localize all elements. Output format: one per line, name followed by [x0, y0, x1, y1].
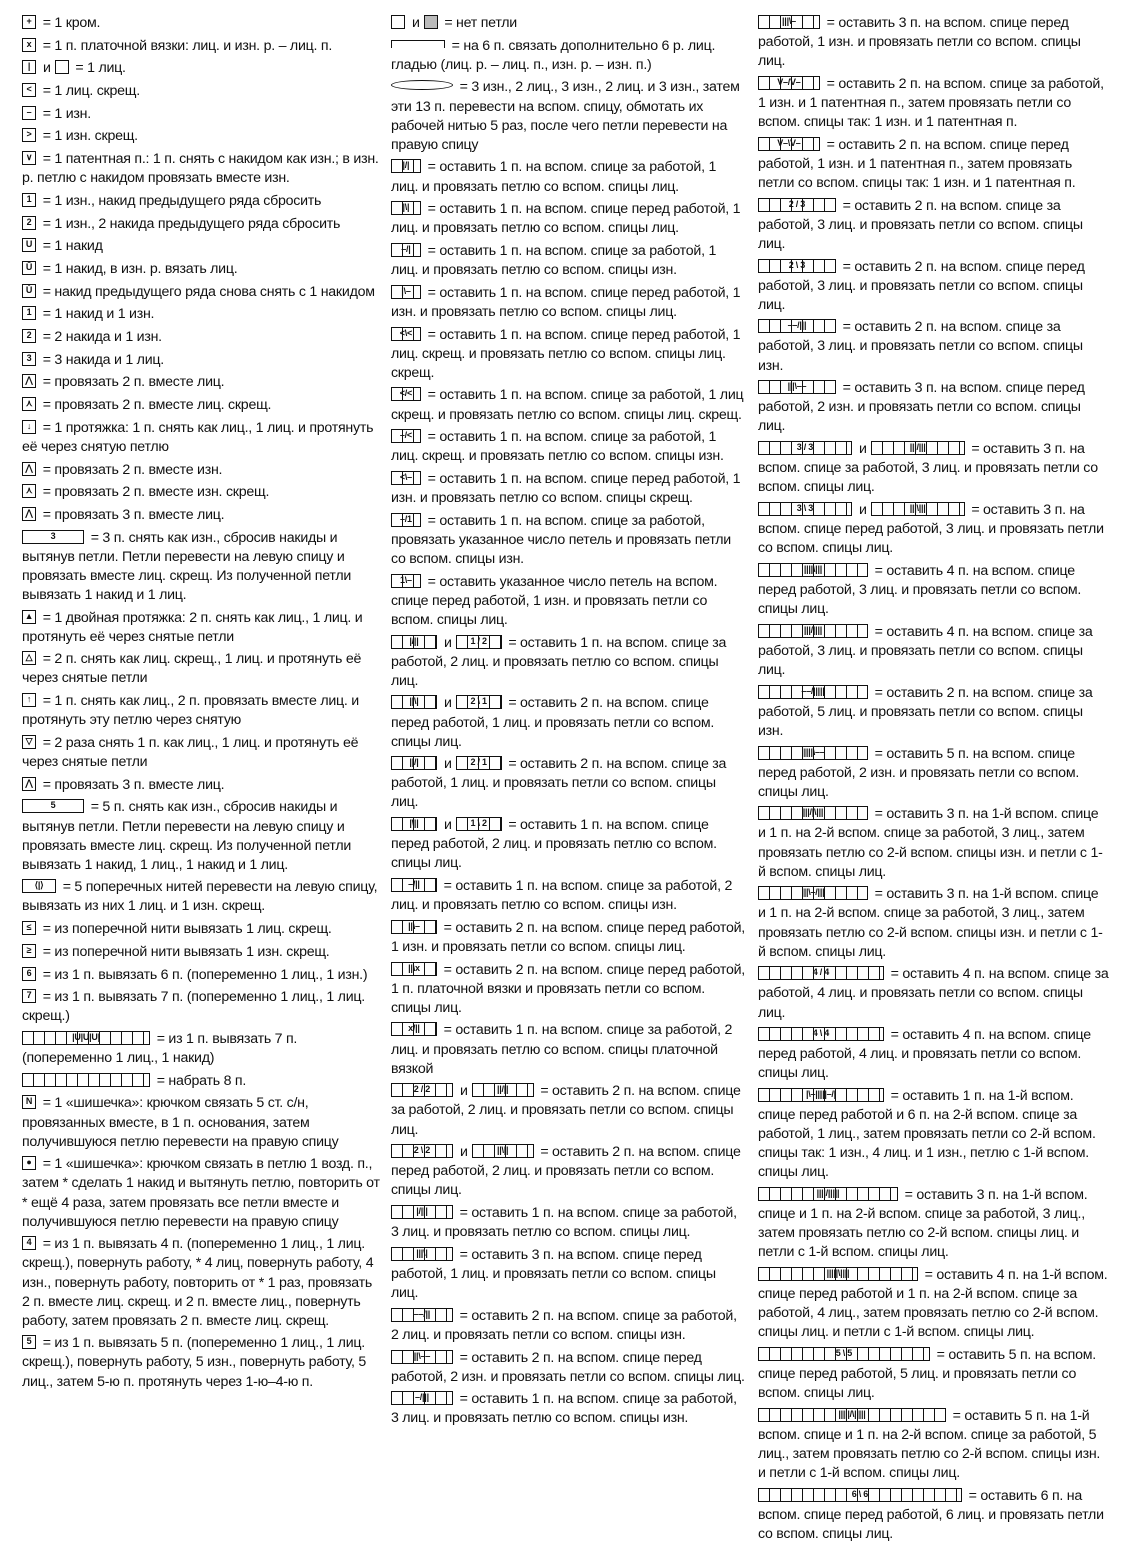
cable-symbol-icon: ||\x — [391, 962, 437, 976]
legend-text: = 1 п. платочной вязки: лиц. и изн. р. – лиц. п. — [39, 37, 333, 54]
legend-entry — [758, 965, 1109, 1022]
cable-symbol-icon: 2 \ 3 — [758, 259, 836, 273]
legend-entry — [391, 573, 746, 630]
legend-text: = 1 изн. скрещ. — [39, 128, 138, 145]
legend-text: = оставить 2 п. на вспом. спице за работой, 1 лиц. и провязать петли со вспом. спицы лиц. — [390, 756, 727, 811]
legend-entry — [391, 1204, 746, 1242]
legend-text: = оставить указанное число петель на вспом. спице перед работой, 1 изн. и провязать петли со вспом. спицы лиц. — [390, 573, 718, 628]
cable-symbol-icon: ||\| — [391, 695, 437, 709]
legend-text: = 1 патентная п.: 1 п. снять с накидом как изн.; в изн. р. петлю с накидом провязать вместе изн. — [22, 151, 379, 187]
legend-entry — [391, 634, 746, 691]
legend-entry — [758, 684, 1109, 741]
legend-text: = оставить 1 п. на вспом. спице за работой, 1 лиц. и провязать петлю со вспом. спицы лиц. — [390, 159, 717, 195]
legend-text: = оставить 3 п. на вспом. спице перед работой, 1 лиц. и провязать петли со вспом. спицы лиц. — [390, 1246, 716, 1302]
legend-text: = провязать 2 п. вместе лиц. — [39, 374, 225, 391]
legend-entry — [391, 1143, 746, 1200]
legend-text: = 3 накида и 1 лиц. — [39, 351, 164, 368]
legend-text: = из 1 п. вывязать 5 п. (попеременно 1 лиц., 1 лиц. скрещ.), повернуть работу, 5 изн., повернуть работу, 5 лиц., затем 5-ю п. протянуть через 1-ю–4-ю п. — [22, 1335, 366, 1390]
legend-entry — [22, 1334, 381, 1391]
cable-symbol-icon: 2 / 1 — [456, 756, 502, 770]
legend-entry — [391, 14, 746, 33]
legend-text: = 1 лиц. — [71, 60, 126, 77]
legend-text: = 1 двойная протяжка: 2 п. снять как лиц., 1 лиц. и протянуть её через снятые петли — [22, 609, 363, 645]
legend-text: = 1 кром. — [39, 15, 101, 31]
legend-entry — [22, 283, 381, 302]
legend-entry — [391, 1349, 746, 1387]
legend-entry — [391, 755, 746, 812]
legend-entry — [758, 1026, 1109, 1083]
legend-text: = оставить 2 п. на вспом. спице за работой, 1 изн. и 1 патентная п., затем провязать петли со вспом. спицы так: 1 изн. и 1 патентная п. — [757, 75, 1104, 131]
symbol-cell-icon: ⋏ — [22, 397, 36, 411]
legend-text: = 1 лиц. скрещ. — [39, 83, 140, 100]
legend-text: = оставить 1 п. на вспом. спице перед работой, 1 изн. и провязать петлю со вспом. спицы лиц. — [390, 284, 741, 320]
legend-entry — [22, 215, 381, 234]
legend-entry — [22, 609, 381, 647]
cable-symbol-icon: ||\– — [391, 920, 437, 934]
symbol-cell-icon: 3 — [22, 352, 36, 366]
cable-symbol-icon: 2 \ 2 — [391, 1144, 453, 1158]
cable-symbol-icon: ––/||||| — [758, 685, 868, 699]
symbol-cell-icon: ▲ — [22, 610, 36, 624]
symbol-cell-icon: ∨ — [22, 151, 36, 165]
legend-entry — [758, 1487, 1109, 1544]
cable-symbol-icon: |||\–/||| — [758, 886, 868, 900]
extra-rows-bar-icon — [391, 40, 445, 48]
wide-symbol-icon: ⟨|⟩ — [22, 879, 56, 893]
cable-symbol-icon: –/||| — [391, 1391, 453, 1405]
legend-entry — [22, 396, 381, 415]
cable-symbol-icon: |||/|||| — [758, 624, 868, 638]
and-word: и — [411, 15, 420, 31]
legend-text: = оставить 4 п. на вспом. спице за работой, 3 лиц. и провязать петли со вспом. спицы лиц. — [757, 623, 1093, 678]
cable-symbol-icon: |||\||| — [871, 502, 965, 516]
legend-text: = 3 изн., 2 лиц., 3 изн., 2 лиц. и 3 изн., затем эти 13 п. перевести на вспом. спицу, обмотать их рабочей нитью 5 раз, после чего петли перевести на правую спицу — [390, 79, 740, 153]
symbol-cell-icon: ⋀ — [22, 374, 36, 388]
cable-symbol-icon: |/|| — [391, 635, 437, 649]
symbol-cell-icon: 6 — [22, 967, 36, 981]
legend-entry — [22, 150, 381, 188]
legend-text: = нет петли — [440, 15, 517, 31]
legend-entry — [758, 1186, 1109, 1262]
legend-entry — [22, 1235, 381, 1330]
symbol-cell-icon: 5 — [22, 1335, 36, 1349]
legend-entry — [391, 386, 746, 424]
legend-text: = оставить 1 п. на вспом. спице за работой, 2 лиц. и провязать петлю со вспом. спицы изн. — [390, 878, 733, 914]
legend-entry — [22, 59, 381, 78]
legend-text: = оставить 2 п. на вспом. спице перед работой, 1 лиц. и провязать петли со вспом. спицы лиц. — [390, 695, 715, 750]
legend-text: = оставить 2 п. на вспом. спице перед работой, 3 лиц. и провязать петли со вспом. спицы лиц. — [757, 258, 1085, 313]
legend-entry — [22, 461, 381, 480]
symbol-cell-icon: + — [22, 15, 36, 29]
legend-text: = оставить 3 п. на вспом. спице за работой, 3 лиц. и провязать петли со вспом. спицы лиц. — [757, 441, 1098, 496]
symbol-cell-icon: < — [22, 83, 36, 97]
legend-text: = оставить 2 п. на вспом. спице перед работой, 1 п. платочной вязки и провязать петли со вспом. спицы лиц. — [390, 961, 745, 1016]
legend-text: = оставить 1 п. на вспом. спице за работой, 1 лиц. скрещ. и провязать петлю со вспом. спицы изн. — [390, 429, 724, 465]
legend-entry — [391, 877, 746, 915]
legend-text: = оставить 3 п. на вспом. спице перед работой, 1 изн. и провязать петли со вспом. спицы лиц. — [757, 15, 1081, 70]
symbol-cell-icon — [391, 15, 405, 29]
cable-symbol-icon: –/| — [391, 243, 421, 257]
and-word: и — [858, 502, 867, 518]
legend-entry — [758, 1087, 1109, 1182]
legend-text: = 1 изн., 2 накида предыдущего ряда сбросить — [39, 215, 341, 232]
legend-entry — [22, 1155, 381, 1231]
cable-symbol-icon: |\– — [391, 285, 421, 299]
legend-text: = из поперечной нити вывязать 1 изн. скрещ. — [39, 943, 330, 960]
legend-entry — [22, 14, 381, 33]
legend-entry — [758, 318, 1109, 375]
legend-text: = оставить 2 п. на вспом. спице за работой, 3 лиц. и провязать петли со вспом. спицы изн. — [757, 319, 1083, 374]
cable-symbol-icon: 4 \ 4 — [758, 1027, 884, 1041]
legend-entry — [758, 1346, 1109, 1403]
cable-symbol-icon: ||\–– — [391, 1350, 453, 1364]
symbol-cell-icon: 1 — [22, 306, 36, 320]
symbol-cell-icon: ⋀ — [22, 777, 36, 791]
cable-symbol-icon: V–\V– — [758, 137, 820, 151]
cable-symbol-icon: 6 \ 6 — [758, 1488, 962, 1502]
cable-symbol-icon: |||||\|||| — [758, 1267, 918, 1281]
legend-entry — [22, 1072, 381, 1091]
cable-symbol-icon: ||\|| — [472, 1144, 534, 1158]
legend-entry — [391, 1246, 746, 1303]
symbol-cell-icon: Ū — [22, 261, 36, 275]
legend-entry — [22, 650, 381, 688]
legend-entry — [758, 501, 1109, 558]
legend-text: = 1 накид, в изн. р. вязать лиц. — [39, 260, 238, 277]
legend-entry — [391, 694, 746, 751]
cable-symbol-icon: ||/| — [391, 756, 437, 770]
legend-entry — [391, 1082, 746, 1139]
wrap-oval-icon — [391, 80, 453, 90]
symbol-cell-icon: N — [22, 1095, 36, 1109]
legend-entry — [22, 260, 381, 279]
cable-symbol-icon: x/|| — [391, 1022, 437, 1036]
legend-entry — [391, 78, 746, 154]
legend-text: = оставить 1 п. на вспом. спице перед работой, 2 лиц. и провязать петлю со вспом. спицы лиц. — [390, 817, 717, 872]
legend-text: = на 6 п. связать дополнительно 6 р. лиц. гладью (лиц. р. – лиц. п., изн. р. – изн. п.) — [390, 37, 716, 73]
symbol-cell-icon: △ — [22, 651, 36, 665]
wide-symbol-icon: 5 — [22, 799, 84, 813]
legend-text: = оставить 4 п. на вспом. спице за работой, 4 лиц. и провязать петли со вспом. спицы лиц. — [757, 966, 1109, 1021]
legend-entry — [22, 237, 381, 256]
cable-symbol-icon: –/1 — [391, 513, 421, 527]
legend-text: = оставить 2 п. на вспом. спице за работой, 3 лиц. и провязать петли со вспом. спицы лиц. — [757, 197, 1083, 252]
legend-text: = 3 п. снять как изн., сбросив накиды и вытянув петли. Петли перевести на левую спицу и провязать вместе лиц. скрещ. Из полученной петли вывязать 1 накид и 1 лиц. — [22, 529, 352, 603]
cable-symbol-icon: 3 / 3 — [758, 441, 852, 455]
legend-text: = оставить 1 п. на вспом. спице за работой, 2 лиц. и провязать петлю со вспом. спицы лиц. — [390, 634, 727, 689]
legend-text: = провязать 2 п. вместе изн. скрещ. — [39, 484, 270, 501]
cable-symbol-icon: <\– — [391, 471, 421, 485]
symbol-cell-icon: ≥ — [22, 944, 36, 958]
legend-text: = оставить 4 п. на 1-й вспом. спице перед работой и 1 п. на 2-й вспом. спице за работой, 4 лиц., затем провязать петлю со 2-й вспом. спицы лиц. и петли с 1-й вспом. спицы лиц. — [757, 1267, 1108, 1341]
legend-text: = оставить 2 п. на вспом. спице перед работой, 2 лиц. и провязать петли со вспом. спицы лиц. — [390, 1144, 741, 1199]
cable-symbol-icon: 4 / 4 — [758, 966, 884, 980]
legend-text: = оставить 2 п. на вспом. спице за работой, 2 лиц. и провязать петли со вспом. спицы изн. — [390, 1307, 737, 1343]
cable-symbol-icon: 1 \ 2 — [456, 817, 502, 831]
legend-entry — [758, 1266, 1109, 1342]
cable-symbol-icon: |/||| — [391, 1205, 453, 1219]
and-word: и — [443, 634, 452, 651]
legend-entry — [391, 1021, 746, 1078]
legend-entry — [22, 483, 381, 502]
legend-text: = 1 «шишечка»: крючком связать в петлю 1 возд. п., затем * сделать 1 накид и вытянуть петлю, повторить от * ещё 4 раза, затем провязать все петли вместе и получившуюся петлю перевести на правую спицу — [22, 1156, 380, 1230]
and-word: и — [443, 817, 452, 834]
legend-entry — [22, 373, 381, 392]
legend-text: = из 1 п. вывязать 7 п. (попеременно 1 лиц., 1 лиц. скрещ.) — [22, 989, 365, 1025]
legend-entry — [22, 529, 381, 605]
legend-entry — [391, 961, 746, 1018]
legend-entry — [22, 127, 381, 146]
symbol-cell-icon: ↑ — [22, 693, 36, 707]
legend-text: = провязать 2 п. вместе изн. — [39, 461, 223, 478]
legend-entry — [22, 305, 381, 324]
legend-text: = оставить 4 п. на вспом. спице перед работой, 3 лиц. и провязать петли со вспом. спицы лиц. — [757, 562, 1082, 618]
cable-symbol-icon: ||||\||| — [758, 563, 868, 577]
legend-text: = оставить 5 п. на вспом. спице перед работой, 5 лиц. и провязать петли со вспом. спицы лиц. — [757, 1347, 1096, 1402]
cable-symbol-icon: |/| — [391, 159, 421, 173]
symbol-cell-icon: > — [22, 128, 36, 142]
legend-text: = из 1 п. вывязать 7 п. (попеременно 1 лиц., 1 накид) — [22, 1031, 298, 1067]
legend-entry — [391, 242, 746, 280]
legend-entry — [22, 692, 381, 730]
cable-symbol-icon: 5 \ 5 — [758, 1347, 930, 1361]
symbol-cell-icon: x — [22, 38, 36, 52]
cable-symbol-icon: 2 / 3 — [758, 198, 836, 212]
legend-column-2 — [387, 14, 754, 1458]
legend-entry — [22, 192, 381, 211]
symbol-cell-icon: ⋀ — [22, 507, 36, 521]
cable-symbol-icon: </< — [391, 387, 421, 401]
legend-text: = оставить 1 п. на вспом. спице за работой, 3 лиц. и провязать петлю со вспом. спицы изн. — [390, 1391, 737, 1427]
legend-text: = 1 изн., накид предыдущего ряда сбросить — [39, 192, 322, 209]
legend-text: = провязать 3 п. вместе лиц. — [39, 776, 225, 793]
legend-entry — [22, 966, 381, 985]
legend-text: = оставить 3 п. на 1-й вспом. спице и 1 п. на 2-й вспом. спице за работой, 3 лиц., затем провязать петлю со 2-й вспом. спицы изн. и петли с 1-й вспом. спицы лиц. — [757, 886, 1103, 960]
legend-entry — [391, 200, 746, 238]
legend-text: = из 1 п. вывязать 6 п. (попеременно 1 лиц., 1 изн.) — [39, 966, 368, 983]
legend-entry — [391, 1390, 746, 1428]
and-word: и — [443, 695, 452, 712]
and-word: и — [459, 1144, 468, 1161]
and-word: и — [43, 60, 51, 77]
cable-symbol-icon: |||||\–– — [758, 746, 868, 760]
cable-symbol-icon: 1 / 2 — [456, 635, 502, 649]
legend-entry — [22, 988, 381, 1026]
legend-text: = оставить 2 п. на вспом. спице перед работой, 1 изн. и провязать петли со вспом. спицы лиц. — [390, 919, 745, 955]
symbol-cell-icon: | — [22, 60, 36, 74]
legend-text: = из 1 п. вывязать 4 п. (попеременно 1 лиц., 1 лиц. скрещ.), повернуть работу, * 4 лиц, повернуть работу, 4 изн., повернуть работу, повторить от * 1 раз, провязать 2 п. вместе лиц. скрещ. и 2 п. вместе лиц., повернуть работу, затем провязать 2 п. вместе лиц. скрещ. — [22, 1236, 374, 1329]
legend-text: = 5 поперечных нитей перевести на левую спицу, вывязать из них 1 лиц. и 1 изн. скрещ. — [22, 879, 378, 915]
symbol-cell-icon: 7 — [22, 989, 36, 1003]
legend-entry — [758, 440, 1109, 497]
legend-column-3 — [754, 14, 1109, 1543]
legend-text: = 1 изн. — [39, 105, 91, 122]
legend-text: = оставить 1 п. на вспом. спице перед работой, 1 лиц. и провязать петлю со вспом. спицы лиц. — [390, 201, 741, 237]
legend-entry — [758, 258, 1109, 315]
cable-symbol-icon: 2 / 2 — [391, 1083, 453, 1097]
symbol-cell-icon: ⋀ — [22, 462, 36, 476]
legend-entry — [758, 1407, 1109, 1483]
legend-text: = 1 накид и 1 изн. — [39, 306, 155, 323]
cable-symbol-icon: |||/|\||| — [758, 806, 868, 820]
cable-symbol-icon — [22, 1073, 150, 1087]
legend-text: = 5 п. снять как изн., сбросив накиды и вытянув петли. Петли перевести на левую спицу и провязать вместе лиц. скрещ. Из полученной петли вывязать 1 накид, 1 лиц., 1 накид и 1 лиц. — [22, 799, 352, 873]
legend-text: = оставить 1 п. на вспом. спице за работой, провязать указанное число петель и провязать петли со вспом. спицы изн. — [390, 512, 731, 567]
legend-entry — [22, 878, 381, 916]
cable-symbol-icon: ––/||| — [758, 319, 836, 333]
legend-entry — [391, 326, 746, 383]
legend-entry — [391, 816, 746, 873]
cable-symbol-icon: –/|| — [391, 878, 437, 892]
legend-text: = оставить 3 п. на 1-й вспом. спице и 1 п. на 2-й вспом. спице за работой, 3 лиц., затем провязать петлю со 2-й вспом. спицы изн. и петли с 1-й вспом. спицы лиц. — [757, 806, 1103, 880]
legend-entry — [22, 798, 381, 874]
legend-entry — [391, 284, 746, 322]
legend-text: = оставить 2 п. на вспом. спице перед работой, 1 изн. и 1 патентная п., затем провязать петли со вспом. спицы так: 1 изн. и 1 патентная п. — [757, 136, 1076, 191]
legend-text: = оставить 1 п. на вспом. спице перед работой, 1 лиц. скрещ. и провязать петлю со вспом. спицы лиц. скрещ. — [390, 326, 741, 381]
legend-entry — [22, 82, 381, 101]
legend-entry — [22, 419, 381, 457]
legend-text: = 1 накид — [39, 238, 103, 255]
legend-entry — [22, 734, 381, 772]
cable-symbol-icon: |\| — [391, 201, 421, 215]
symbol-cell-icon — [55, 60, 69, 74]
no-stitch-grey-icon — [424, 15, 438, 29]
legend-text: = 1 протяжка: 1 п. снять как лиц., 1 лиц. и протянуть её через снятую петлю — [22, 419, 374, 455]
legend-text: = накид предыдущего ряда снова снять с 1 накидом — [39, 283, 375, 300]
cable-symbol-icon: |||\| — [391, 1247, 453, 1261]
cable-symbol-icon: ||||/||||| — [758, 1187, 898, 1201]
legend-text: = провязать 2 п. вместе лиц. скрещ. — [39, 397, 272, 414]
legend-text: = оставить 2 п. на вспом. спице перед работой, 2 изн. и провязать петли со вспом. спицы лиц. — [390, 1349, 745, 1385]
cable-symbol-icon: 2 \ 1 — [456, 695, 502, 709]
legend-entry — [391, 470, 746, 508]
cable-symbol-icon: V–/V– — [758, 76, 820, 90]
symbol-cell-icon: ⋏ — [22, 484, 36, 498]
legend-text: = 2 раза снять 1 п. как лиц., 1 лиц. и протянуть её через снятые петли — [22, 734, 359, 771]
symbol-cell-icon: Ů — [22, 284, 36, 298]
legend-text: = оставить 5 п. на 1-й вспом. спице и 1 п. на 2-й вспом. спице за работой, 5 лиц., затем провязать петлю со 2-й вспом. спицы изн. и петли с 1-й вспом. спицы лиц. — [757, 1407, 1101, 1482]
cable-symbol-icon: 1\– — [391, 574, 421, 588]
legend-entry — [758, 745, 1109, 802]
legend-entry — [758, 14, 1109, 71]
legend-entry — [22, 506, 381, 525]
legend-entry — [391, 1307, 746, 1345]
legend-text: = оставить 3 п. на 1-й вспом. спице и 1 п. на 2-й вспом. спице за работой, 3 лиц., затем провязать петлю со 2-й вспом. спицы лиц. и петли с 1-й вспом. спицы лиц. — [757, 1187, 1088, 1261]
legend-entry — [22, 1030, 381, 1068]
legend-text: = 1 «шишечка»: крючком связать 5 ст. с/н, провязанных вместе, в 1 п. основания, затем получившуюся петлю перевести на правую спицу — [22, 1095, 339, 1150]
legend-text: = провязать 3 п. вместе лиц. — [39, 506, 225, 523]
cable-symbol-icon: |\|| — [391, 817, 437, 831]
legend-text: = оставить 2 п. на вспом. спице за работой, 5 лиц. и провязать петли со вспом. спицы изн. — [757, 684, 1093, 739]
legend-text: = 1 п. снять как лиц., 2 п. провязать вместе лиц. и протянуть эту петлю через снятую — [22, 693, 359, 729]
legend-entry — [22, 1094, 381, 1151]
cable-symbol-icon: |||||/\||||| — [758, 1408, 946, 1422]
legend-text: = оставить 1 п. на 1-й вспом. спице перед работой и 6 п. на 2-й вспом. спице за работой, 1 лиц., затем провязать петли со 2-й вспом. спицы так: 1 изн., 4 лиц. и 1 изн., петлю с 1-й вспом. спицы лиц. — [757, 1088, 1096, 1181]
legend-text: = оставить 4 п. на вспом. спице перед работой, 4 лиц. и провязать петли со вспом. спицы лиц. — [757, 1027, 1091, 1082]
symbol-cell-icon: 4 — [22, 1236, 36, 1250]
legend-column-1 — [22, 14, 387, 1458]
cable-symbol-icon: |\–|||||–/| — [758, 1088, 884, 1102]
legend-entry — [391, 37, 746, 75]
cable-symbol-icon: ||/|| — [472, 1083, 534, 1097]
legend-text: = 2 накида и 1 изн. — [39, 329, 162, 346]
cable-symbol-icon: –/< — [391, 429, 421, 443]
legend-entry — [22, 328, 381, 347]
symbol-cell-icon: ● — [22, 1156, 36, 1170]
legend-entry — [22, 920, 381, 939]
legend-entry — [758, 885, 1109, 961]
legend-text: = оставить 3 п. на вспом. спице перед работой, 3 лиц. и провязать петли со вспом. спицы лиц. — [757, 502, 1104, 557]
legend-entry — [22, 105, 381, 124]
cable-symbol-icon: 3 \ 3 — [758, 502, 852, 516]
cable-symbol-icon: |U|U|U| — [22, 1031, 150, 1045]
cable-symbol-icon: |||\–– — [758, 380, 836, 394]
legend-entry — [758, 379, 1109, 436]
cable-symbol-icon: |||/||| — [871, 441, 965, 455]
symbol-cell-icon: – — [22, 106, 36, 120]
legend-entry — [22, 776, 381, 795]
legend-entry — [391, 428, 746, 466]
legend-entry — [391, 919, 746, 957]
legend-entry — [391, 158, 746, 196]
symbol-cell-icon: ≤ — [22, 921, 36, 935]
and-word: и — [443, 756, 452, 773]
legend-text: = оставить 3 п. на вспом. спице перед работой, 2 изн. и провязать петли со вспом. спицы лиц. — [757, 380, 1085, 435]
legend-entry — [758, 136, 1109, 193]
symbol-cell-icon: ▽ — [22, 735, 36, 749]
wide-symbol-icon: 3 — [22, 530, 84, 544]
legend-text: = из поперечной нити вывязать 1 лиц. скрещ. — [39, 921, 332, 938]
legend-text: = оставить 6 п. на вспом. спице перед работой, 6 лиц. и провязать петли со вспом. спицы лиц. — [757, 1487, 1104, 1543]
legend-text: = оставить 1 п. на вспом. спице перед работой, 1 изн. и провязать петлю со вспом. спицы скрещ. — [390, 471, 741, 507]
legend-entry — [758, 197, 1109, 254]
legend-text: = оставить 1 п. на вспом. спице за работой, 2 лиц. и провязать петлю со вспом. спицы платочной вязкой — [390, 1022, 733, 1077]
legend-text: = оставить 1 п. на вспом. спице за работой, 3 лиц. и провязать петлю со вспом. спицы лиц. — [390, 1205, 737, 1241]
and-word: и — [858, 441, 867, 458]
symbol-cell-icon: 1 — [22, 193, 36, 207]
legend-entry — [758, 562, 1109, 619]
legend-text: = набрать 8 п. — [153, 1072, 247, 1089]
legend-entry — [22, 37, 381, 56]
legend-entry — [758, 623, 1109, 680]
legend-text: = оставить 2 п. на вспом. спице за работой, 2 лиц. и провязать петли со вспом. спицы лиц. — [390, 1083, 741, 1138]
legend-entry — [22, 351, 381, 370]
legend-entry — [391, 512, 746, 569]
symbol-cell-icon: ↓ — [22, 420, 36, 434]
legend-text: = оставить 1 п. на вспом. спице за работой, 1 лиц скрещ. и провязать петлю со вспом. спицы лиц. скрещ. — [390, 387, 744, 423]
legend-entry — [22, 943, 381, 962]
legend-text: = 2 п. снять как лиц. скрещ., 1 лиц. и протянуть её через снятые петли — [22, 651, 362, 687]
symbol-cell-icon: 2 — [22, 329, 36, 343]
legend-text: = оставить 5 п. на вспом. спице перед работой, 2 изн. и провязать петли со вспом. спицы лиц. — [757, 745, 1080, 800]
legend-text: = оставить 1 п. на вспом. спице за работой, 1 лиц. и провязать петлю со вспом. спицы изн. — [390, 243, 717, 279]
legend-entry — [758, 805, 1109, 881]
symbol-cell-icon: 2 — [22, 216, 36, 230]
and-word: и — [459, 1083, 468, 1100]
cable-symbol-icon: ––/|| — [391, 1308, 453, 1322]
cable-symbol-icon: <\< — [391, 327, 421, 341]
legend-entry — [758, 75, 1109, 132]
symbol-cell-icon: U — [22, 238, 36, 252]
cable-symbol-icon: |||\– — [758, 15, 820, 29]
